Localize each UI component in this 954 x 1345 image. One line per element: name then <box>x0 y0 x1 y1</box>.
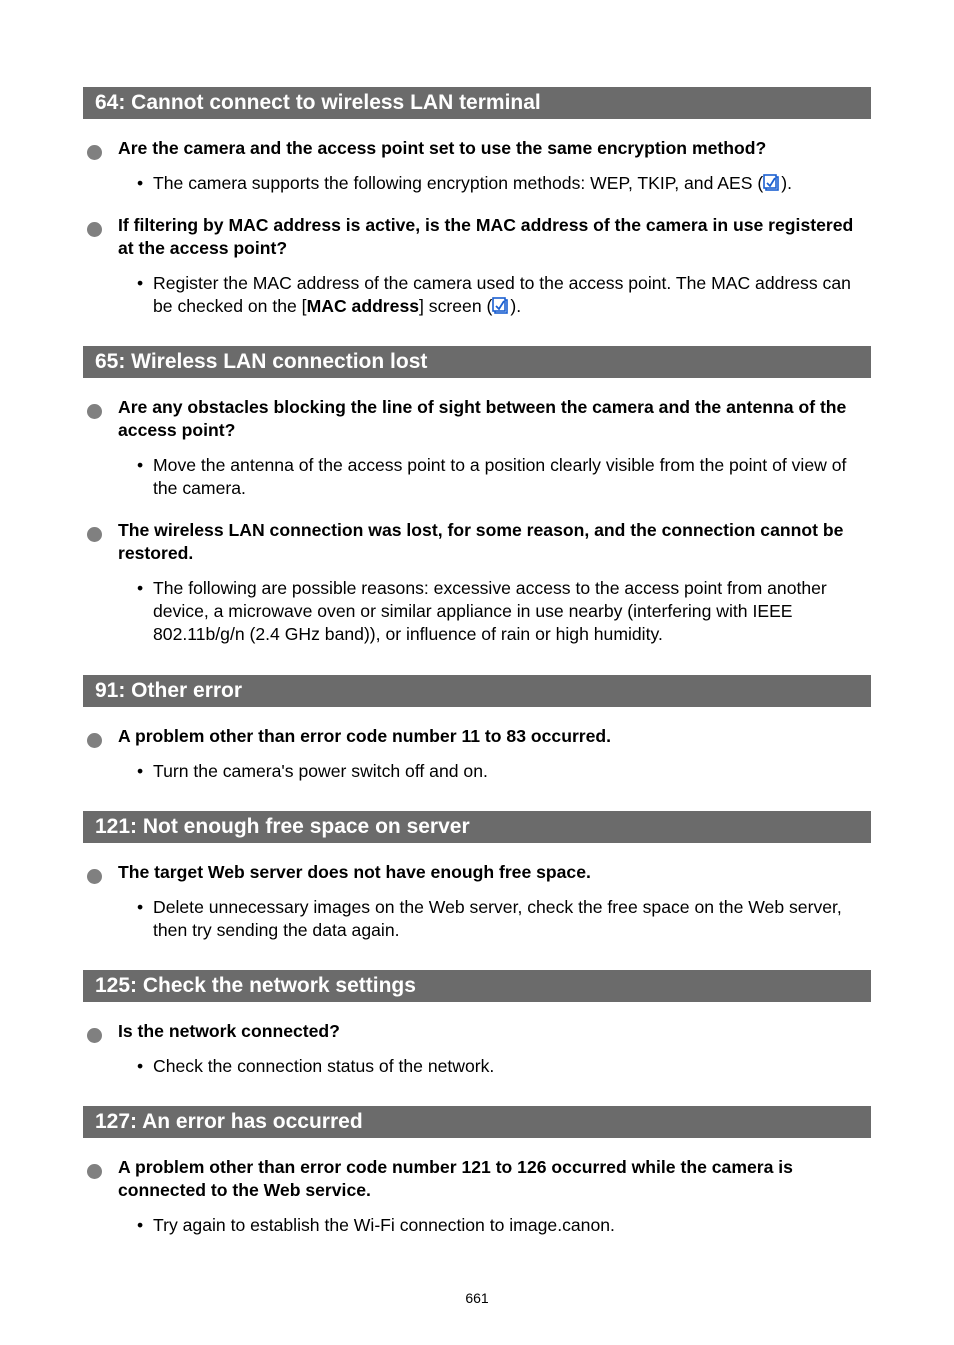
section-header-91: 91: Other error <box>83 675 871 707</box>
answer-bullet: • <box>137 897 144 917</box>
question-text: A problem other than error code number 121 to 126 occurred while the camera is connected to the Web service. <box>118 1157 793 1200</box>
section-header-127: 127: An error has occurred <box>83 1106 871 1138</box>
answer-text-part: ] screen ( <box>419 296 493 316</box>
answer-bullet: • <box>137 1056 144 1076</box>
answer-text-part: The camera supports the following encryption methods: WEP, TKIP, and AES ( <box>153 173 764 193</box>
question-text: The target Web server does not have enough free space. <box>118 862 591 882</box>
answer-text-bold: MAC address <box>306 296 420 316</box>
answer-text <box>153 272 857 318</box>
answer-text-part: ). <box>781 173 792 193</box>
answer-bullet: • <box>137 1215 144 1235</box>
answer-text: Delete unnecessary images on the Web server, check the free space on the Web server, then try sending the data again. <box>153 897 842 940</box>
answer-text: Check the connection status of the network. <box>153 1056 495 1076</box>
answer-bullet: • <box>137 455 144 475</box>
answer-bullet: • <box>137 173 144 193</box>
page-number: 661 <box>465 1290 489 1306</box>
bullet-dot <box>87 733 102 748</box>
question-text: Is the network connected? <box>118 1021 340 1041</box>
answer-text: Turn the camera's power switch off and on. <box>153 761 488 781</box>
page-reference-icon[interactable] <box>763 174 781 192</box>
section-header-64: 64: Cannot connect to wireless LAN terminal <box>83 87 871 119</box>
bullet-dot <box>87 527 102 542</box>
question-text: Are any obstacles blocking the line of sight between the camera and the antenna of the access point? <box>118 397 847 440</box>
bullet-dot <box>87 1028 102 1043</box>
answer-bullet: • <box>137 578 144 598</box>
bullet-dot <box>87 145 102 160</box>
answer-text-part: ). <box>510 296 522 316</box>
bullet-dot <box>87 404 102 419</box>
bullet-dot <box>87 1164 102 1179</box>
page-reference-icon[interactable] <box>492 297 510 315</box>
answer-text: Try again to establish the Wi-Fi connection to image.canon. <box>153 1215 615 1235</box>
answer-text-part: Register the MAC address of the camera used to the access point. The MAC address can be checked on the [ <box>153 273 851 316</box>
answer-bullet: • <box>137 761 144 781</box>
question-text: Are the camera and the access point set to use the same encryption method? <box>118 138 767 158</box>
section-header-65: 65: Wireless LAN connection lost <box>83 346 871 378</box>
section-header-125: 125: Check the network settings <box>83 970 871 1002</box>
question-text: If filtering by MAC address is active, is the MAC address of the camera in use registered at the access point? <box>118 215 854 258</box>
question-text: The wireless LAN connection was lost, for some reason, and the connection cannot be restored. <box>118 520 844 563</box>
answer-text: The following are possible reasons: excessive access to the access point from another device, a microwave oven or similar appliance in use nearby (interfering with IEEE 802.11b/g/n (2.4 GHz band)), or influence of rain or high humidity. <box>153 578 827 644</box>
section-header-121: 121: Not enough free space on server <box>83 811 871 843</box>
answer-text: Move the antenna of the access point to a position clearly visible from the point of view of the camera. <box>153 455 847 498</box>
answer-bullet: • <box>137 273 144 293</box>
question-text: A problem other than error code number 11 to 83 occurred. <box>118 726 612 746</box>
bullet-dot <box>87 869 102 884</box>
answer-text <box>153 172 857 195</box>
bullet-dot <box>87 222 102 237</box>
